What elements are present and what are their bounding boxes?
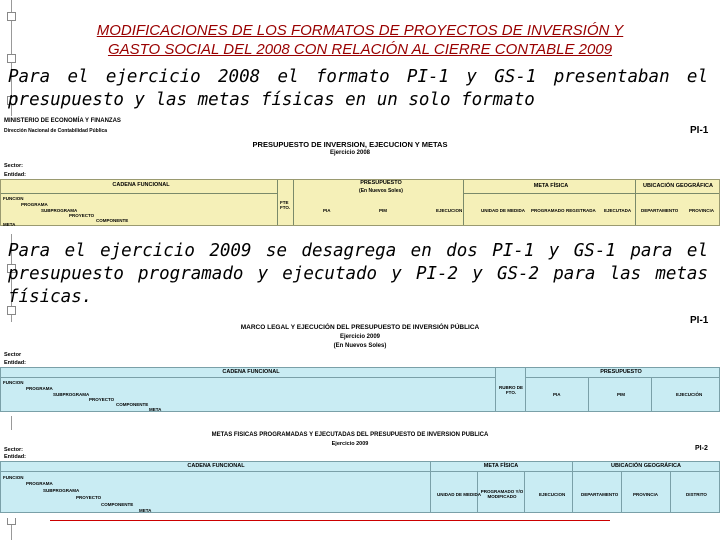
footer-rule [50,520,610,521]
ubicacion-header: UBICACIÓN GEOGRÁFICA [643,183,713,189]
col-departamento: DEPARTAMENTO [641,208,679,213]
paragraph-2008: Para el ejercicio 2008 el formato PI-1 y GS-1 presentaban el presupuesto y las metas físicas en un solo formato [8,67,708,110]
col-ejecucion: EJECUCION [539,492,566,497]
col-distrito: DISTRITO [686,492,707,497]
form-heading: PRESUPUESTO DE INVERSION, EJECUCION Y METAS [252,140,448,149]
direction-label: Dirección Nacional de Contabilidad Pública [4,128,108,134]
meta-fisica-header: META FÍSICA [483,463,519,469]
cadena-header: CADENA FUNCIONAL [222,369,280,375]
level-meta: META [3,222,16,227]
level-proyecto: PROYECTO [76,495,102,500]
cadena-header: CADENA FUNCIONAL [112,182,170,188]
form-heading: METAS FISICAS PROGRAMADAS Y EJECUTADAS DEL PRESUPUESTO DE INVERSION PUBLICA [211,432,489,438]
level-proyecto: PROYECTO [89,397,115,402]
level-componente: COMPONENTE [116,402,149,407]
level-subprograma: SUBPROGRAMA [41,208,78,213]
form-code: PI-1 [690,125,709,136]
col-pim: PIM [379,208,388,213]
form-header-band [0,367,720,412]
form-pi2-2009 [0,430,720,518]
level-funcion: FUNCION [3,380,24,385]
level-subprograma: SUBPROGRAMA [53,392,90,397]
level-componente: COMPONENTE [96,218,129,223]
level-proyecto: PROYECTO [69,213,95,218]
form-header-band [0,179,720,226]
sector-label: Sector: [4,163,23,169]
presupuesto-header: PRESUPUESTO [600,369,642,375]
level-funcion: FUNCION [3,475,24,480]
level-programa: PROGRAMA [21,202,48,207]
form-code: PI-1 [690,315,709,326]
entity-label: Entidad: [4,360,26,366]
level-meta: META [149,407,162,412]
col-unidad: UNIDAD DE MEDIDA [481,208,526,213]
level-componente: COMPONENTE [101,502,134,507]
fte-header: RUBRO DE FTO. [499,385,524,395]
form-header-band [0,461,720,513]
col-pia: PIA [323,208,331,213]
form-pi1-2009 [0,315,720,416]
sector-label: Sector [4,352,22,358]
paragraph-2009: Para el ejercicio 2009 se desagrega en dos PI-1 y GS-1 para el presupuesto programado y ejecutado y PI-2 y GS-2 para las metas físicas. [8,241,708,307]
ministry-label: MINISTERIO DE ECONOMÍA Y FINANZAS [4,118,121,124]
form-currency: (En Nuevos Soles) [333,343,387,349]
slide-title-line-2: GASTO SOCIAL DEL 2008 CON RELACIÓN AL CIERRE CONTABLE 2009 [107,41,613,58]
form-year: Ejercicio 2009 [331,441,369,447]
form-year: Ejercicio 2008 [329,150,371,156]
col-pia: PIA [553,392,561,397]
col-pim: PIM [617,392,626,397]
form-heading: MARCO LEGAL Y EJECUCIÓN DEL PRESUPUESTO DE INVERSIÓN PÚBLICA [240,324,480,331]
form-year: Ejercicio 2009 [339,334,381,340]
col-unidad: UNIDAD DE MEDIDA [437,492,482,497]
col-provincia: PROVINCIA [633,492,659,497]
ubicacion-header: UBICACIÓN GEOGRÁFICA [611,463,681,469]
form-pi1-2008 [0,116,720,234]
entity-label: Entidad: [4,454,26,460]
level-subprograma: SUBPROGRAMA [43,488,80,493]
col-programado: PROGRAMADO Y/O MODIFICADO [480,489,524,499]
col-provincia: PROVINCIA [689,208,715,213]
col-registrada: REGISTRADA [566,208,596,213]
level-programa: PROGRAMA [26,386,53,391]
cadena-header: CADENA FUNCIONAL [187,463,245,469]
col-ejecucion: EJECUCION [436,208,463,213]
col-departamento: DEPARTAMENTO [581,492,619,497]
form-code: PI-2 [695,445,708,452]
level-funcion: FUNCION [3,196,24,201]
level-programa: PROGRAMA [26,481,53,486]
slide-title-line-1: MODIFICACIONES DE LOS FORMATOS DE PROYECTOS DE INVERSIÓN Y [96,22,624,39]
entity-label: Entidad: [4,172,26,178]
col-ejecutada: EJECUTADA [604,208,632,213]
meta-fisica-header: META FÍSICA [533,183,569,189]
soles-header: (En Nuevos Soles) [359,188,403,194]
presupuesto-header: PRESUPUESTO [360,180,402,186]
col-programado: PROGRAMADO [531,208,565,213]
col-ejecucion: EJECUCIÓN [676,392,703,397]
fte-header: FTE FTO. [280,200,291,210]
level-meta: META [139,508,152,513]
sector-label: Sector: [4,447,23,453]
